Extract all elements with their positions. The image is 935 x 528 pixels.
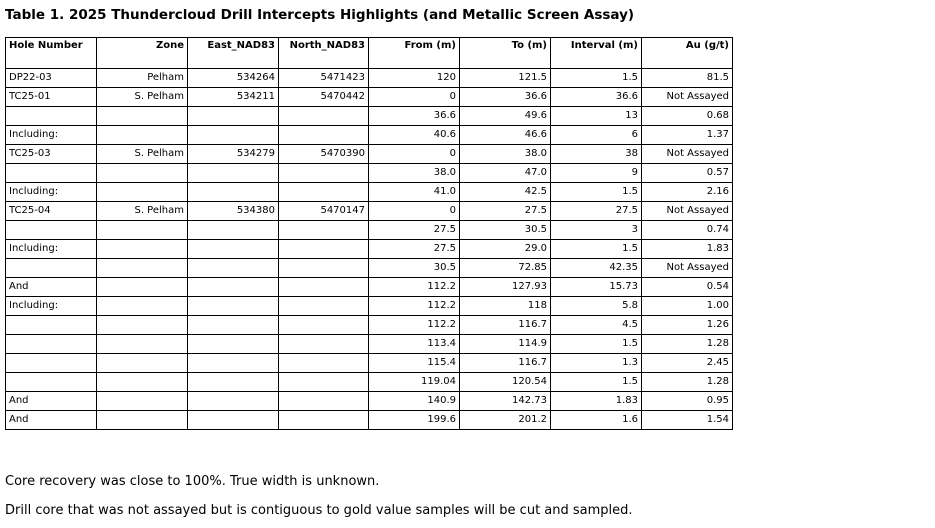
cell-east-nad83	[188, 297, 279, 316]
cell-interval-m: 42.35	[551, 259, 642, 278]
cell-east-nad83	[188, 278, 279, 297]
cell-hole-number: TC25-04	[6, 202, 97, 221]
cell-hole-number	[6, 354, 97, 373]
table-row	[6, 69, 733, 88]
cell-to-m: 118	[460, 297, 551, 316]
cell-hole-number: TC25-01	[6, 88, 97, 107]
cell-hole-number	[6, 373, 97, 392]
cell-from-m: 40.6	[369, 126, 460, 145]
cell-zone	[97, 221, 188, 240]
cell-to-m: 36.6	[460, 88, 551, 107]
table-row	[6, 392, 733, 411]
cell-zone	[97, 316, 188, 335]
cell-hole-number: Including:	[6, 240, 97, 259]
note-core-recovery: Core recovery was close to 100%. True width is unknown.	[5, 474, 380, 489]
cell-to-m: 201.2	[460, 411, 551, 430]
cell-interval-m: 5.8	[551, 297, 642, 316]
cell-to-m: 38.0	[460, 145, 551, 164]
table-row	[6, 335, 733, 354]
cell-interval-m: 1.5	[551, 335, 642, 354]
cell-from-m: 113.4	[369, 335, 460, 354]
cell-hole-number: Including:	[6, 297, 97, 316]
cell-interval-m: 1.5	[551, 373, 642, 392]
header-east-nad83: East_NAD83	[188, 38, 279, 69]
cell-au-gt: 81.5	[642, 69, 733, 88]
cell-east-nad83	[188, 221, 279, 240]
cell-from-m: 30.5	[369, 259, 460, 278]
cell-au-gt: 1.54	[642, 411, 733, 430]
cell-to-m: 121.5	[460, 69, 551, 88]
table-row	[6, 373, 733, 392]
cell-au-gt: 0.95	[642, 392, 733, 411]
table-row	[6, 221, 733, 240]
cell-zone	[97, 373, 188, 392]
table-row	[6, 240, 733, 259]
cell-hole-number: TC25-03	[6, 145, 97, 164]
cell-north-nad83	[279, 126, 369, 145]
cell-interval-m: 36.6	[551, 88, 642, 107]
cell-hole-number: And	[6, 278, 97, 297]
cell-north-nad83	[279, 221, 369, 240]
cell-north-nad83	[279, 297, 369, 316]
table-title: Table 1. 2025 Thundercloud Drill Intercepts Highlights (and Metallic Screen Assay)	[5, 7, 635, 23]
cell-north-nad83	[279, 392, 369, 411]
cell-interval-m: 1.83	[551, 392, 642, 411]
cell-interval-m: 1.5	[551, 183, 642, 202]
cell-east-nad83	[188, 107, 279, 126]
cell-from-m: 140.9	[369, 392, 460, 411]
cell-from-m: 27.5	[369, 221, 460, 240]
cell-hole-number: Including:	[6, 126, 97, 145]
cell-au-gt: 2.16	[642, 183, 733, 202]
table-row	[6, 202, 733, 221]
cell-from-m: 112.2	[369, 278, 460, 297]
cell-from-m: 0	[369, 145, 460, 164]
cell-east-nad83: 534211	[188, 88, 279, 107]
cell-au-gt: Not Assayed	[642, 88, 733, 107]
cell-zone	[97, 107, 188, 126]
header-row	[6, 38, 733, 69]
cell-east-nad83	[188, 164, 279, 183]
cell-interval-m: 38	[551, 145, 642, 164]
cell-to-m: 114.9	[460, 335, 551, 354]
cell-interval-m: 4.5	[551, 316, 642, 335]
cell-east-nad83	[188, 183, 279, 202]
cell-from-m: 120	[369, 69, 460, 88]
cell-au-gt: 1.28	[642, 373, 733, 392]
table-row	[6, 316, 733, 335]
header-to-m: To (m)	[460, 38, 551, 69]
cell-hole-number	[6, 107, 97, 126]
cell-hole-number	[6, 164, 97, 183]
cell-interval-m: 1.5	[551, 69, 642, 88]
cell-zone	[97, 411, 188, 430]
cell-north-nad83: 5470147	[279, 202, 369, 221]
header-hole-number: Hole Number	[6, 38, 97, 69]
header-interval-m: Interval (m)	[551, 38, 642, 69]
cell-hole-number: And	[6, 392, 97, 411]
cell-zone	[97, 354, 188, 373]
cell-north-nad83	[279, 316, 369, 335]
cell-north-nad83	[279, 335, 369, 354]
cell-to-m: 116.7	[460, 354, 551, 373]
cell-north-nad83	[279, 107, 369, 126]
cell-interval-m: 9	[551, 164, 642, 183]
cell-north-nad83: 5470442	[279, 88, 369, 107]
cell-to-m: 46.6	[460, 126, 551, 145]
cell-zone: S. Pelham	[97, 88, 188, 107]
cell-north-nad83	[279, 278, 369, 297]
cell-north-nad83: 5470390	[279, 145, 369, 164]
cell-east-nad83	[188, 392, 279, 411]
cell-east-nad83: 534264	[188, 69, 279, 88]
cell-au-gt: 0.54	[642, 278, 733, 297]
cell-from-m: 112.2	[369, 316, 460, 335]
cell-north-nad83	[279, 354, 369, 373]
cell-from-m: 119.04	[369, 373, 460, 392]
table-row	[6, 183, 733, 202]
cell-to-m: 29.0	[460, 240, 551, 259]
cell-interval-m: 6	[551, 126, 642, 145]
cell-north-nad83	[279, 373, 369, 392]
cell-east-nad83	[188, 240, 279, 259]
cell-east-nad83	[188, 373, 279, 392]
cell-from-m: 199.6	[369, 411, 460, 430]
cell-to-m: 127.93	[460, 278, 551, 297]
cell-zone	[97, 392, 188, 411]
cell-au-gt: 1.37	[642, 126, 733, 145]
cell-zone	[97, 240, 188, 259]
cell-au-gt: Not Assayed	[642, 202, 733, 221]
cell-to-m: 27.5	[460, 202, 551, 221]
cell-from-m: 27.5	[369, 240, 460, 259]
cell-au-gt: 1.00	[642, 297, 733, 316]
cell-zone: Pelham	[97, 69, 188, 88]
cell-east-nad83	[188, 411, 279, 430]
cell-north-nad83	[279, 411, 369, 430]
cell-zone: S. Pelham	[97, 202, 188, 221]
cell-north-nad83	[279, 183, 369, 202]
table-row	[6, 354, 733, 373]
cell-north-nad83: 5471423	[279, 69, 369, 88]
cell-au-gt: 1.83	[642, 240, 733, 259]
header-from-m: From (m)	[369, 38, 460, 69]
cell-from-m: 0	[369, 202, 460, 221]
table-body	[6, 69, 733, 430]
table-row	[6, 164, 733, 183]
table-row	[6, 145, 733, 164]
cell-zone: S. Pelham	[97, 145, 188, 164]
cell-east-nad83	[188, 316, 279, 335]
table-row	[6, 88, 733, 107]
cell-east-nad83	[188, 354, 279, 373]
cell-hole-number: And	[6, 411, 97, 430]
cell-zone	[97, 183, 188, 202]
cell-hole-number	[6, 259, 97, 278]
cell-hole-number: DP22-03	[6, 69, 97, 88]
cell-east-nad83: 534380	[188, 202, 279, 221]
cell-hole-number: Including:	[6, 183, 97, 202]
cell-hole-number	[6, 335, 97, 354]
cell-from-m: 41.0	[369, 183, 460, 202]
cell-au-gt: 0.74	[642, 221, 733, 240]
cell-au-gt: Not Assayed	[642, 259, 733, 278]
cell-interval-m: 1.3	[551, 354, 642, 373]
cell-au-gt: 0.68	[642, 107, 733, 126]
table-row	[6, 259, 733, 278]
table-row	[6, 278, 733, 297]
cell-east-nad83	[188, 126, 279, 145]
header-zone: Zone	[97, 38, 188, 69]
cell-zone	[97, 164, 188, 183]
cell-to-m: 72.85	[460, 259, 551, 278]
cell-hole-number	[6, 221, 97, 240]
cell-hole-number	[6, 316, 97, 335]
cell-east-nad83	[188, 335, 279, 354]
cell-east-nad83: 534279	[188, 145, 279, 164]
cell-interval-m: 13	[551, 107, 642, 126]
table-row	[6, 297, 733, 316]
table-row	[6, 107, 733, 126]
cell-zone	[97, 278, 188, 297]
note-not-assayed: Drill core that was not assayed but is contiguous to gold value samples will be cut and sampled.	[5, 503, 633, 518]
cell-au-gt: 2.45	[642, 354, 733, 373]
cell-interval-m: 15.73	[551, 278, 642, 297]
cell-zone	[97, 259, 188, 278]
cell-north-nad83	[279, 240, 369, 259]
cell-to-m: 142.73	[460, 392, 551, 411]
table-row	[6, 411, 733, 430]
cell-from-m: 38.0	[369, 164, 460, 183]
cell-from-m: 0	[369, 88, 460, 107]
cell-from-m: 115.4	[369, 354, 460, 373]
cell-north-nad83	[279, 164, 369, 183]
cell-interval-m: 3	[551, 221, 642, 240]
cell-au-gt: 1.28	[642, 335, 733, 354]
cell-to-m: 42.5	[460, 183, 551, 202]
cell-north-nad83	[279, 259, 369, 278]
cell-from-m: 112.2	[369, 297, 460, 316]
cell-to-m: 30.5	[460, 221, 551, 240]
cell-east-nad83	[188, 259, 279, 278]
cell-to-m: 120.54	[460, 373, 551, 392]
cell-to-m: 49.6	[460, 107, 551, 126]
drill-intercepts-table	[5, 37, 733, 430]
cell-interval-m: 27.5	[551, 202, 642, 221]
cell-au-gt: 1.26	[642, 316, 733, 335]
cell-zone	[97, 335, 188, 354]
header-north-nad83: North_NAD83	[279, 38, 369, 69]
cell-interval-m: 1.6	[551, 411, 642, 430]
cell-au-gt: Not Assayed	[642, 145, 733, 164]
cell-zone	[97, 126, 188, 145]
table-row	[6, 126, 733, 145]
header-au-gt: Au (g/t)	[642, 38, 733, 69]
cell-to-m: 47.0	[460, 164, 551, 183]
cell-interval-m: 1.5	[551, 240, 642, 259]
cell-zone	[97, 297, 188, 316]
cell-au-gt: 0.57	[642, 164, 733, 183]
cell-from-m: 36.6	[369, 107, 460, 126]
cell-to-m: 116.7	[460, 316, 551, 335]
